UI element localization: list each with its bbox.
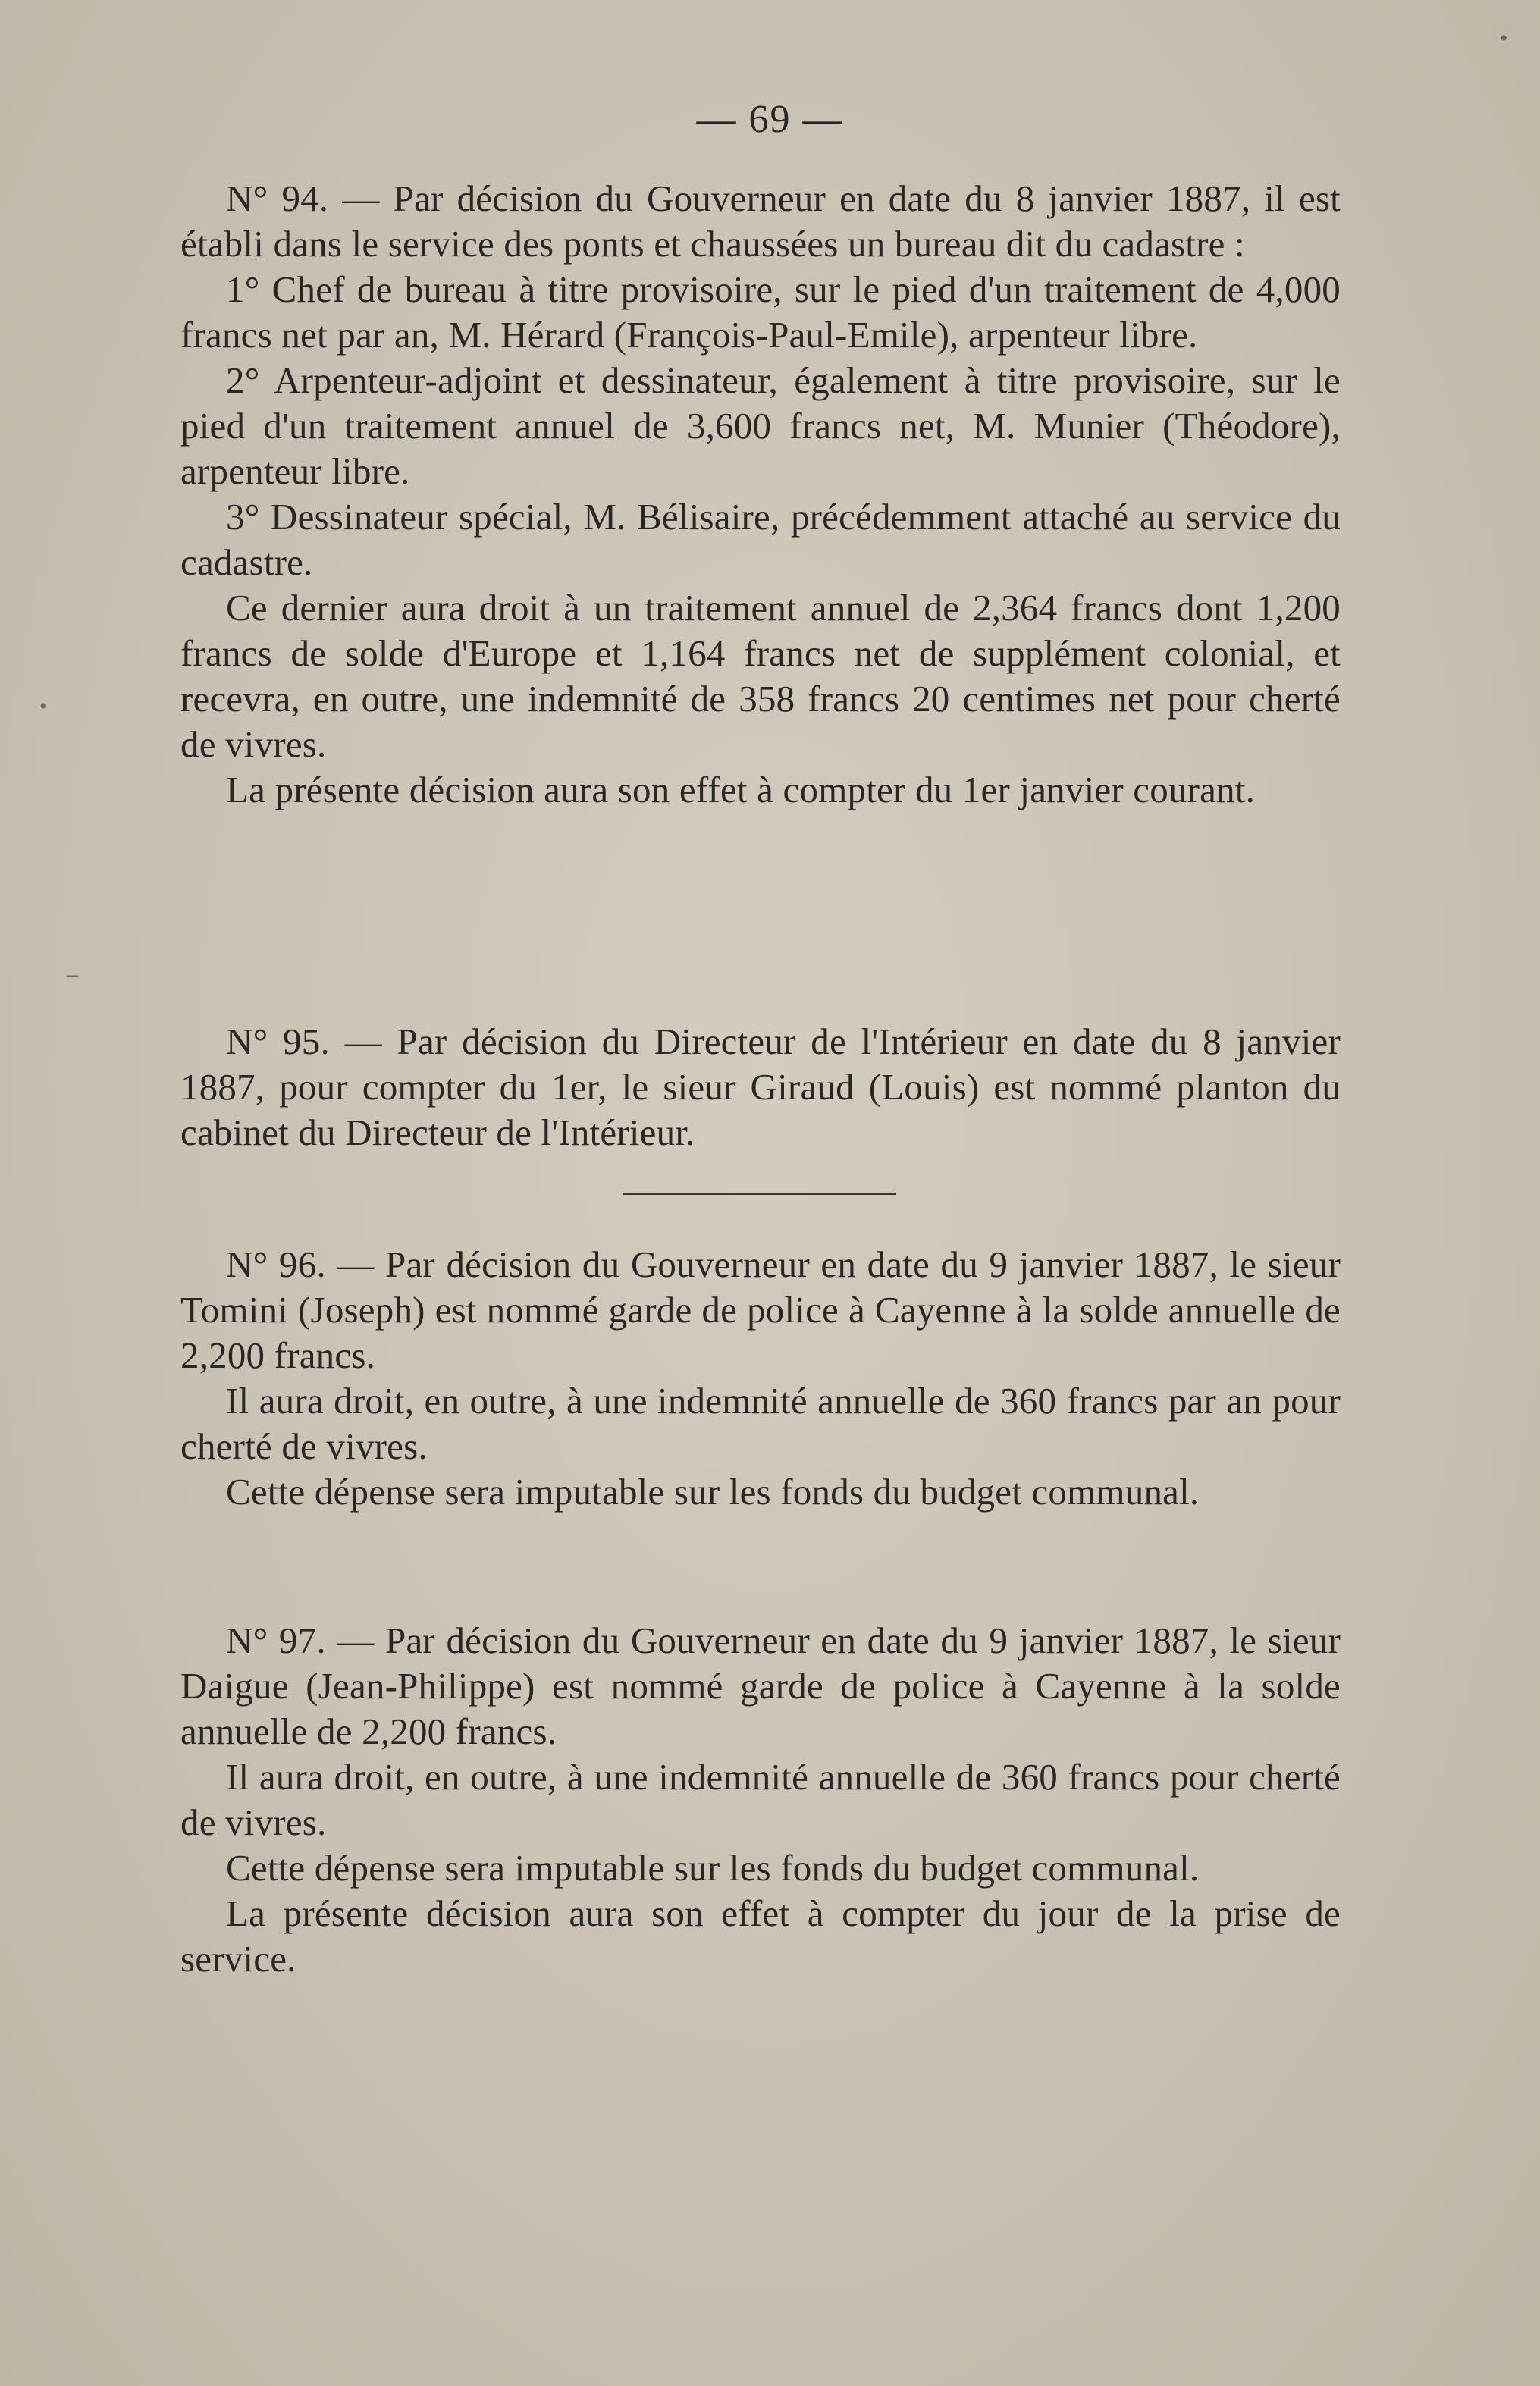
decision-94-paragraph: Ce dernier aura droit à un traitement annuel de 2,364 francs dont 1,200 francs de solde d'Europe et 1,164 francs net de supplément colonial, et recevra, en outre, une indemnité de 358 francs 20 centimes net pour cherté de vivres.	[180, 587, 1341, 765]
decision-97-paragraph: Il aura droit, en outre, à une indemnité annuelle de 360 francs pour cherté de vivres.	[180, 1756, 1341, 1843]
decision-96-paragraph: Cette dépense sera imputable sur les fonds du budget communal.	[226, 1471, 1200, 1513]
scan-speck: –	[67, 961, 78, 986]
decision-94-paragraph: 2° Arpenteur-adjoint et dessinateur, également à titre provisoire, sur le pied d'un traitement annuel de 3,600 francs net, M. Munier (Théodore), arpenteur libre.	[180, 359, 1341, 492]
scan-speck: •	[39, 694, 48, 719]
decision-95	[180, 1019, 1341, 1155]
decision-94-paragraph: La présente décision aura son effet à compter du 1er janvier courant.	[226, 769, 1256, 810]
section-separator	[623, 1193, 896, 1195]
decision-97-paragraph: La présente décision aura son effet à compter du jour de la prise de service.	[180, 1892, 1341, 1980]
page-number: — 69 —	[696, 98, 844, 141]
decision-95-paragraph: N° 95. — Par décision du Directeur de l'Intérieur en date du 8 janvier 1887, pour compter du 1er, le sieur Giraud (Louis) est nommé planton du cabinet du Directeur de l'Intérieur.	[180, 1021, 1341, 1153]
decision-94-paragraph: 1° Chef de bureau à titre provisoire, sur le pied d'un traitement de 4,000 francs net par an, M. Hérard (François-Paul-Emile), arpenteur libre.	[180, 268, 1341, 356]
decision-96	[180, 1242, 1341, 1515]
decision-97-paragraph: Cette dépense sera imputable sur les fonds du budget communal.	[226, 1847, 1200, 1889]
decision-94-paragraph: 3° Dessinateur spécial, M. Bélisaire, précédemment attaché au service du cadastre.	[180, 496, 1341, 583]
decision-96-paragraph: Il aura droit, en outre, à une indemnité annuelle de 360 francs par an pour cherté de vivres.	[180, 1380, 1341, 1467]
decision-94-paragraph: N° 94. — Par décision du Gouverneur en date du 8 janvier 1887, il est établi dans le service des ponts et chaussées un bureau dit du cadastre :	[180, 177, 1341, 265]
scan-speck: •	[1500, 26, 1508, 51]
decision-96-paragraph: N° 96. — Par décision du Gouverneur en date du 9 janvier 1887, le sieur Tomini (Joseph) est nommé garde de police à Cayenne à la solde annuelle de 2,200 francs.	[180, 1243, 1341, 1376]
decision-97	[180, 1618, 1341, 1982]
decision-97-paragraph: N° 97. — Par décision du Gouverneur en date du 9 janvier 1887, le sieur Daigue (Jean-Philippe) est nommé garde de police à Cayenne à la solde annuelle de 2,200 francs.	[180, 1619, 1341, 1752]
decision-94	[180, 176, 1341, 813]
